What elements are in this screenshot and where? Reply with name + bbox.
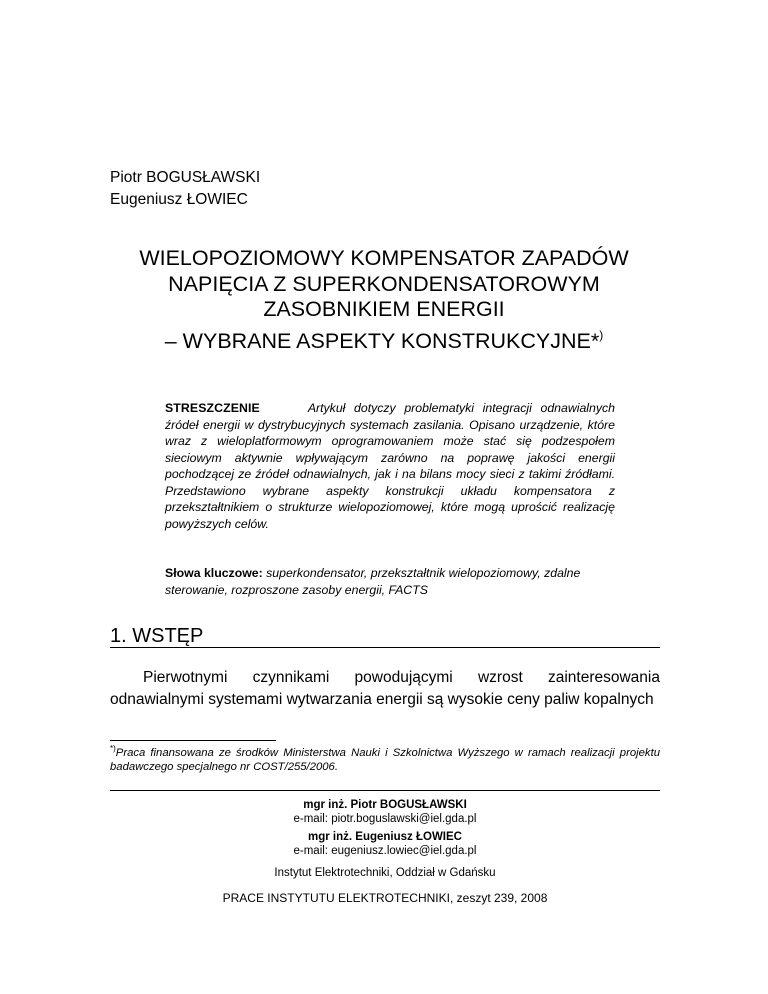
body-paragraph: Pierwotnymi czynnikami powodującymi wzrost zainteresowania odnawialnymi systemami wytwarzania energii są wysokie ceny paliw kopalnych [110,669,660,708]
abstract-text: Artykuł dotyczy problematyki integracji odnawialnych źródeł energii w dystrybucyjnych systemach zasilania. Opisano urządzenie, które wraz z wieloplatformowym oprogramowaniem może stać się podzespołem sieciowym aktywnie wpływającym zarówno na poprawę jakości energii pochodzącej ze źródeł odnawialnych, jak i na bilans mocy sieci z takimi źródłami. Przedstawiono wybrane aspekty konstrukcji układu kompensatora z przekształtnikiem o strukturze wielopoziomowej, które mogą uprościć realizację powyższych celów. [165,401,615,531]
keywords [165,565,615,598]
title-line [96,323,672,355]
footnote [110,742,660,775]
abstract [165,400,615,532]
title-line: WIELOPOZIOMOWY KOMPENSATOR ZAPADÓW [139,246,629,270]
abstract-label: STRESZCZENIE [165,401,260,415]
institution: Instytut Elektrotechniki, Oddział w Gdańsku [274,867,496,879]
author-name: Piotr BOGUSŁAWSKI [110,169,261,186]
paper-title [96,246,672,354]
contact-email: e-mail: eugeniusz.lowiec@iel.gda.pl [293,845,477,857]
contact-email: e-mail: piotr.boguslawski@iel.gda.pl [293,813,477,825]
title-line-text: – WYBRANE ASPEKTY KONSTRUKCYJNE* [164,328,600,353]
keywords-text: superkondensator, przekształtnik wielopoziomowy, zdalne sterowanie, rozproszone zasoby energii, FACTS [165,566,581,597]
section-heading: 1. WSTĘP [110,625,204,647]
title-footnote-mark: ) [599,327,604,342]
contact-name: mgr inż. Piotr BOGUSŁAWSKI [303,799,467,811]
contact-block [110,798,660,880]
journal-citation: PRACE INSTYTUTU ELEKTROTECHNIKI, zeszyt 239, 2008 [222,891,548,905]
keywords-label: Słowa kluczowe: [165,566,263,580]
contact-name: mgr inż. Eugeniusz ŁOWIEC [308,831,462,843]
title-line: NAPIĘCIA Z SUPERKONDENSATOROWYM [168,271,600,296]
title-line: ZASOBNIKIEM ENERGII [263,297,505,321]
author-name: Eugeniusz ŁOWIEC [110,191,248,208]
authors-block [110,167,260,211]
footnote-mark: *) [110,744,116,753]
footnote-divider [110,740,276,741]
footnote-text: Praca finansowana ze środków Ministerstwa Nauki i Szkolnictwa Wyższego w ramach realizacji projektu badawczego specjalnego nr COST/255/2006. [110,746,660,774]
section-divider [110,647,660,648]
contact-divider [110,790,660,791]
